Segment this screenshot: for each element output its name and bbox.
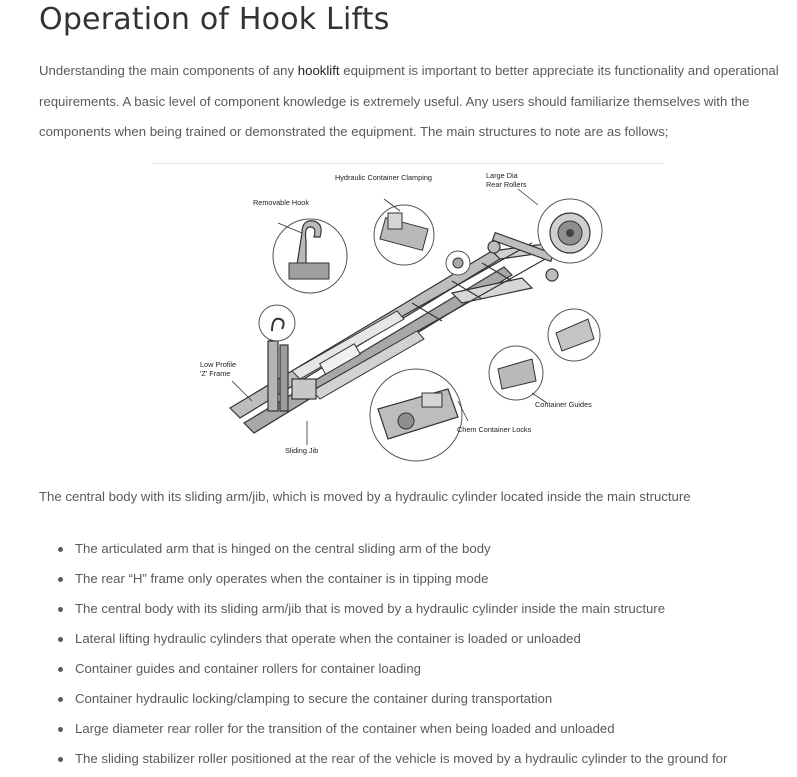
- list-item-text: The central body with its sliding arm/jib that is moved by a hydraulic cylinder inside the main structure: [75, 601, 666, 616]
- intro-paragraph: [39, 56, 789, 148]
- bullet-icon: [58, 607, 63, 612]
- bullet-icon: [58, 757, 63, 762]
- bullet-icon: [58, 577, 63, 582]
- list-item-text: The articulated arm that is hinged on the central sliding arm of the body: [75, 541, 491, 556]
- list-item-text: Container guides and container rollers for container loading: [75, 661, 422, 676]
- callout-container-guides: [489, 346, 547, 403]
- bullet-icon: [58, 547, 63, 552]
- body-paragraph: The central body with its sliding arm/jib, which is moved by a hydraulic cylinder located inside the main structure: [39, 489, 691, 504]
- intro-text-end: equipment is important to better appreciate its functionality and operational requirements. A basic level of component knowledge is extremely useful. Any users should familiarize themselves with the components when being trained or demonstrated the equipment. The main structures to note are as follows;: [39, 63, 779, 139]
- list-item: [57, 596, 787, 626]
- component-list: [57, 536, 787, 776]
- label-hydraulic-clamping: Hydraulic Container Clamping: [335, 173, 432, 182]
- label-chem-locks: Chem Container Locks: [457, 425, 532, 434]
- bullet-icon: [58, 637, 63, 642]
- bullet-icon: [58, 667, 63, 672]
- list-item-text: The sliding stabilizer roller positioned at the rear of the vehicle is moved by a hydraulic cylinder to the ground for: [75, 751, 728, 766]
- label-rear-rollers-2: Rear Rollers: [486, 180, 527, 189]
- list-item: [57, 626, 787, 656]
- callout-chem-locks: [370, 369, 468, 461]
- list-item-text: Lateral lifting hydraulic cylinders that operate when the container is loaded or unloaded: [75, 631, 581, 646]
- list-item: [57, 686, 787, 716]
- bullet-icon: [58, 727, 63, 732]
- hooklift-link[interactable]: hooklift: [297, 63, 340, 78]
- hooklift-diagram: [152, 163, 664, 463]
- intro-text-start: Understanding the main components of any: [39, 63, 298, 78]
- list-item-text: Container hydraulic locking/clamping to secure the container during transportation: [75, 691, 553, 706]
- callout-hydraulic-clamping: [374, 199, 434, 265]
- callout-guides-right: [548, 309, 600, 361]
- list-item-text: Large diameter rear roller for the transition of the container when being loaded and unloaded: [75, 721, 615, 736]
- bullet-icon: [58, 697, 63, 702]
- label-removable-hook: Removable Hook: [253, 198, 309, 207]
- label-container-guides: Container Guides: [535, 400, 592, 409]
- figure-divider: [152, 163, 664, 164]
- hooklift-illustration: [152, 163, 664, 463]
- list-item: [57, 536, 787, 566]
- callout-hook-small: [259, 305, 295, 341]
- list-item-text: The rear “H” frame only operates when the container is in tipping mode: [75, 571, 489, 586]
- callout-removable-hook: [273, 219, 347, 293]
- label-sliding-jib: Sliding Jib: [285, 446, 319, 455]
- list-item: [57, 716, 787, 746]
- list-item: [57, 656, 787, 686]
- callout-roller-small: [446, 251, 470, 275]
- list-item: [57, 566, 787, 596]
- page-title: Operation of Hook Lifts: [39, 2, 390, 37]
- label-rear-rollers-1: Large Dia: [486, 171, 518, 180]
- label-low-profile-2: 'Z' Frame: [200, 369, 231, 378]
- list-item: [57, 746, 787, 776]
- label-low-profile-1: Low Profile: [200, 360, 237, 369]
